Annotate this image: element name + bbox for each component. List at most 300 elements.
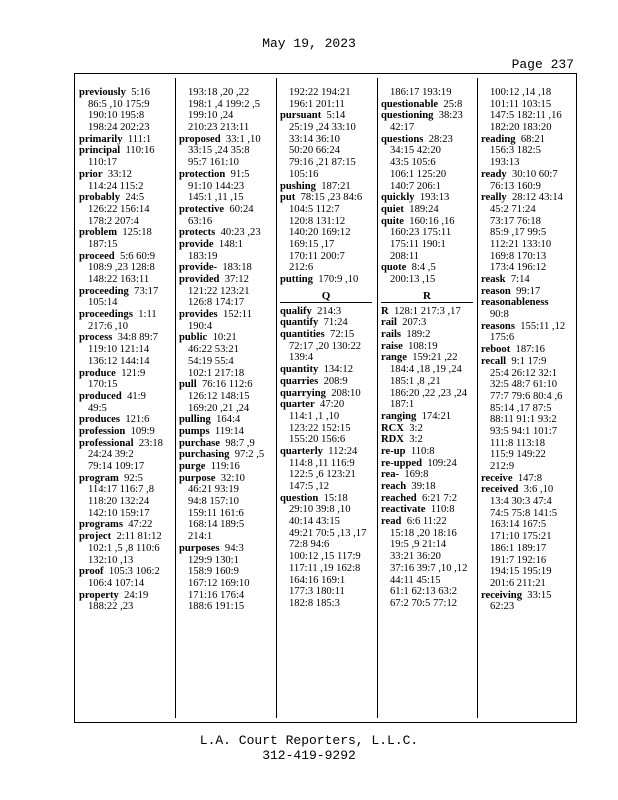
page-line-refs: 8:4 ,5 <box>411 262 436 274</box>
page-line-refs: 29:10 39:8 ,10 <box>289 504 351 516</box>
page-line-refs: 200:13 ,15 <box>390 274 436 285</box>
page-line-refs: 85:14 ,17 87:5 <box>490 402 552 414</box>
index-entry <box>79 473 172 485</box>
index-entry <box>79 145 172 157</box>
index-entry <box>481 169 574 181</box>
index-entry <box>79 251 172 263</box>
index-entry <box>381 458 473 470</box>
page-line-refs: 34:15 42:20 <box>390 145 441 157</box>
index-entry <box>179 473 271 485</box>
page-line-refs: 15:18 ,20 18:16 <box>390 527 457 539</box>
index-entry <box>179 449 271 461</box>
page-line-refs: 188:22 ,23 <box>88 601 134 613</box>
page-line-refs: 217:6 ,10 <box>88 320 129 332</box>
index-term: questionable <box>381 98 439 110</box>
index-term: produce <box>79 367 116 379</box>
page-line-refs: 190:10 195:8 <box>88 110 145 122</box>
index-term: rail <box>381 317 397 329</box>
page-line-refs: 187:15 <box>88 238 118 250</box>
page-line-refs: 62:23 <box>490 601 515 613</box>
page-line-refs: 2:11 81:12 <box>116 531 162 543</box>
index-entry <box>179 461 271 473</box>
index-entry <box>381 204 473 216</box>
index-term: quantity <box>280 364 319 376</box>
page-line-refs: 193:13 <box>490 157 520 169</box>
column-divider <box>276 78 277 718</box>
index-term: really <box>481 192 507 204</box>
page-line-refs: 164:4 <box>216 414 241 426</box>
index-term: quarterly <box>280 445 323 457</box>
index-entry <box>179 262 271 274</box>
page-line-refs: 170:11 200:7 <box>289 250 345 262</box>
page-line-refs: 147:8 <box>517 472 542 484</box>
index-term: recall <box>481 355 507 367</box>
page-line-refs: 41:9 <box>127 390 146 402</box>
page-line-refs: 193:18 ,20 ,22 <box>188 87 250 98</box>
index-entry <box>381 411 473 423</box>
page-line-refs: 147:5 182:11 ,16 <box>490 110 562 122</box>
page-line-refs: 15:18 <box>323 492 348 504</box>
index-term: proof <box>79 566 104 578</box>
page-line-refs: 174:21 <box>421 410 452 422</box>
index-entry <box>381 192 473 204</box>
index-entry <box>79 169 172 181</box>
index-entry <box>280 364 372 376</box>
page-line-refs: 128:1 217:3 ,17 <box>393 305 461 317</box>
page-line-refs: 182:20 183:20 <box>490 122 552 134</box>
page-line-refs: 32:5 48:7 61:10 <box>490 379 558 391</box>
page-line-refs: 19:5 ,9 21:14 <box>390 539 447 551</box>
page-line-refs: 79:16 ,21 87:15 <box>289 157 356 169</box>
index-term: probably <box>79 192 121 204</box>
index-entry <box>481 274 574 286</box>
index-term: pulling <box>179 414 211 426</box>
page-line-refs: 49:5 <box>88 402 107 414</box>
index-term: reboot <box>481 344 511 356</box>
index-term: reactivate <box>381 504 426 516</box>
index-entry <box>381 306 473 318</box>
index-term: ranging <box>381 410 417 422</box>
footer-phone: 312-419-9292 <box>262 748 356 763</box>
page-line-refs: 115:9 149:22 <box>490 449 546 461</box>
index-term: qualify <box>280 305 312 317</box>
index-term: professional <box>79 437 134 449</box>
index-entry <box>381 317 473 329</box>
page-line-refs: 119:16 <box>210 461 240 472</box>
page-line-refs: 68:21 <box>520 133 545 145</box>
index-entry <box>179 379 271 391</box>
page-line-refs: 214:3 <box>317 305 342 317</box>
index-entry <box>481 321 574 333</box>
index-entry <box>79 192 172 204</box>
index-entry <box>280 388 372 400</box>
index-entry <box>280 446 372 458</box>
index-term: quarries <box>280 375 319 387</box>
page-line-refs: 192:22 194:21 <box>289 87 351 98</box>
page-line-refs: 74:5 75:8 141:5 <box>490 507 558 519</box>
page-line-refs: 92:5 <box>124 472 143 484</box>
index-term: R <box>381 305 389 317</box>
page-line-refs: 184:4 ,18 ,19 ,24 <box>390 364 462 376</box>
index-entry <box>381 110 473 122</box>
page-line-refs: 72:8 94:6 <box>289 539 330 551</box>
page-line-refs: 33:21 36:20 <box>390 551 441 563</box>
page-line-refs: 72:17 ,20 130:22 <box>289 340 362 352</box>
page-line-refs: 214:1 <box>188 531 213 543</box>
index-entry <box>179 438 271 450</box>
index-entry <box>179 227 271 239</box>
index-term: purposes <box>179 542 220 554</box>
index-term: programs <box>79 519 123 531</box>
page-line-refs: 160:16 ,16 <box>409 215 455 227</box>
page-line-refs: 97:2 ,5 <box>234 449 265 461</box>
page-line-refs: 155:11 ,12 <box>520 320 566 332</box>
index-term: pull <box>179 379 197 391</box>
page-line-refs: 99:17 <box>516 285 541 297</box>
index-term: put <box>280 192 296 204</box>
index-entry <box>79 227 172 239</box>
page-line-refs: 207:3 <box>402 317 427 329</box>
page-line-refs: 33:15 <box>527 589 552 601</box>
page-line-refs: 210:23 213:11 <box>188 122 250 134</box>
index-term: question <box>280 492 319 504</box>
index-entry <box>381 516 473 528</box>
page-line-refs: 28:12 43:14 <box>512 192 563 204</box>
page-line-refs: 77:7 79:6 80:4 ,6 <box>490 390 563 402</box>
page-line-refs: 169:15 ,17 <box>289 238 335 250</box>
page-line-refs: 76:13 160:9 <box>490 180 541 192</box>
index-term: pursuant <box>280 110 322 122</box>
index-term: program <box>79 472 119 484</box>
page-line-refs: 147:5 ,12 <box>289 481 330 492</box>
page-line-refs: 168:14 189:5 <box>188 519 245 531</box>
index-term: questions <box>381 133 424 145</box>
index-entry <box>381 423 473 435</box>
index-term: reached <box>381 492 417 504</box>
index-entry <box>280 329 372 341</box>
index-entry <box>381 262 473 274</box>
page-line-refs: 134:12 <box>323 364 354 376</box>
index-term: proceedings <box>79 309 133 321</box>
page-line-refs: 25:19 ,24 33:10 <box>289 122 356 134</box>
index-term: process <box>79 332 113 344</box>
index-term: quickly <box>381 192 415 204</box>
index-entry <box>79 426 172 438</box>
page-line-refs: 189:2 <box>406 329 431 341</box>
page-line-refs: 9:1 17:9 <box>511 355 547 367</box>
index-entry <box>381 216 473 228</box>
index-entry <box>79 519 172 531</box>
page-line-refs: 85:9 ,17 99:5 <box>490 227 547 239</box>
page-line-refs: 78:15 ,23 84:6 <box>300 192 363 204</box>
index-term: provide <box>179 238 214 250</box>
page-line-refs: 61:1 62:13 63:2 <box>390 586 458 598</box>
page-line-refs: 198:1 ,4 199:2 ,5 <box>188 98 261 110</box>
page-line-refs: 199:10 ,24 <box>188 110 234 122</box>
page-line-refs: 63:16 <box>188 215 213 227</box>
index-entry <box>481 286 574 298</box>
index-entry <box>179 169 271 181</box>
page-line-refs: 194:15 195:19 <box>490 566 552 578</box>
index-term: primarily <box>79 133 123 145</box>
page-line-refs: 24:19 <box>124 589 149 601</box>
page-line-refs: 183:18 <box>222 262 252 274</box>
page-line-refs: 72:15 <box>330 329 355 341</box>
index-entry <box>381 352 473 364</box>
page-line-refs: 118:20 132:24 <box>88 496 150 508</box>
index-entry <box>280 192 372 204</box>
index-column-1 <box>79 87 172 613</box>
page-line-refs: 117:11 ,19 162:8 <box>289 562 361 574</box>
index-entry <box>381 469 473 481</box>
index-column-3 <box>280 87 372 610</box>
index-term: project <box>79 531 112 543</box>
page-line-refs: 119:14 <box>214 425 244 437</box>
page-line-refs: 106:4 107:14 <box>88 577 145 589</box>
index-term: range <box>381 352 407 364</box>
page-line-refs: 106:1 125:20 <box>390 168 447 180</box>
page-line-refs: 159:11 161:6 <box>188 507 244 519</box>
page-line-refs: 32:10 <box>220 472 245 484</box>
page-line-refs: 91:10 144:23 <box>188 180 245 192</box>
index-term: purchasing <box>179 449 230 461</box>
page-line-refs: 13:4 30:3 47:4 <box>490 496 552 508</box>
index-entry <box>481 134 574 146</box>
page-line-refs: 129:9 130:1 <box>188 554 239 566</box>
page-line-refs: 114:24 115:2 <box>88 180 144 192</box>
page-line-refs: 108:9 ,23 128:8 <box>88 262 155 274</box>
page-line-refs: 46:21 93:19 <box>188 484 239 496</box>
page-line-refs: 39:18 <box>411 481 436 492</box>
page-line-refs: 47:20 <box>320 399 345 411</box>
index-term: reason <box>481 285 511 297</box>
page-line-refs: 123:22 152:15 <box>289 422 351 434</box>
page-line-refs: 47:22 <box>128 519 153 531</box>
index-term: prior <box>79 168 103 180</box>
page-line-refs: 45:2 71:24 <box>490 203 536 215</box>
page-line-refs: 139:4 <box>289 352 314 364</box>
index-entry <box>179 543 271 555</box>
page-line-refs: 1:11 <box>138 309 157 321</box>
index-entry <box>280 274 372 286</box>
header-date: May 19, 2023 <box>262 36 356 51</box>
page-line-refs: 170:9 ,10 <box>318 274 359 285</box>
page-line-refs: 212:9 <box>490 461 515 472</box>
index-term: produced <box>79 390 122 402</box>
page-line-refs: 101:11 103:15 <box>490 98 552 110</box>
index-entry <box>481 484 574 496</box>
page-line-refs: 190:4 <box>188 320 213 332</box>
index-term: purchase <box>179 437 221 449</box>
index-term: RCX <box>381 422 404 434</box>
index-term: provide- <box>179 262 218 274</box>
page-line-refs: 178:2 207:4 <box>88 215 139 227</box>
page-line-refs: 173:4 196:12 <box>490 262 547 274</box>
index-entry <box>280 399 372 411</box>
page-line-refs: 94:8 157:10 <box>188 496 239 508</box>
index-term: reasons <box>481 320 515 332</box>
index-term: reasonableness <box>481 297 549 309</box>
page-line-refs: 104:5 112:7 <box>289 203 340 215</box>
page-line-refs: 10:21 <box>212 332 237 344</box>
page-line-refs: 187:1 <box>390 399 415 411</box>
index-term: previously <box>79 87 126 98</box>
index-entry <box>381 446 473 458</box>
page-line-refs: 201:6 211:21 <box>490 577 546 589</box>
page-line-refs: 40:23 ,23 <box>220 227 261 239</box>
page-line-refs: 105:16 <box>289 168 319 180</box>
index-term: protects <box>179 227 216 239</box>
column-divider <box>175 78 176 718</box>
page-line-refs: 112:21 133:10 <box>490 238 552 250</box>
index-term: principal <box>79 145 121 157</box>
page-line-refs: 86:5 ,10 175:9 <box>88 98 150 110</box>
page-line-refs: 109:9 <box>130 425 155 437</box>
page-line-refs: 114:8 ,11 116:9 <box>289 457 355 469</box>
index-entry <box>280 110 372 122</box>
page-line-refs: 34:8 89:7 <box>117 332 158 344</box>
index-entry <box>381 493 473 505</box>
index-entry <box>280 376 372 388</box>
page-line-refs: 73:17 <box>134 285 159 297</box>
index-term: quite <box>381 215 404 227</box>
page-line-refs: 111:8 113:18 <box>490 437 546 449</box>
page-line-refs: 91:5 <box>230 168 250 180</box>
page-line-refs: 24:24 39:2 <box>88 449 134 461</box>
page-line-refs: 125:18 <box>122 227 152 239</box>
index-term: receive <box>481 472 513 484</box>
page-line-refs: 33:14 36:10 <box>289 133 340 145</box>
page-line-refs: 25:8 <box>443 98 463 110</box>
page-line-refs: 79:14 109:17 <box>88 461 145 472</box>
index-term: protective <box>179 203 225 215</box>
page-line-refs: 110:16 <box>125 145 155 157</box>
page-line-refs: 155:20 156:6 <box>289 434 346 446</box>
index-entry <box>381 99 473 111</box>
page-line-refs: 158:9 160:9 <box>188 566 239 578</box>
column-divider <box>377 78 378 718</box>
index-term: quantities <box>280 329 325 341</box>
page-line-refs: 212:6 <box>289 262 314 274</box>
index-term: received <box>481 484 519 496</box>
index-entry <box>381 481 473 493</box>
index-entry <box>381 504 473 516</box>
index-entry <box>179 309 271 321</box>
page-line-refs: 189:24 <box>409 203 439 215</box>
index-entry <box>79 414 172 426</box>
page-line-refs: 132:10 ,13 <box>88 554 134 566</box>
index-entry <box>481 192 574 204</box>
page-line-refs: 164:16 169:1 <box>289 574 346 586</box>
page-line-refs: 186:1 189:17 <box>490 542 547 554</box>
index-entry <box>79 309 172 321</box>
page-line-refs: 169:8 170:13 <box>490 250 547 262</box>
index-term: purge <box>179 461 206 472</box>
index-entry <box>79 566 172 578</box>
page-line-refs: 112:24 <box>328 445 358 457</box>
index-term: produces <box>79 414 121 426</box>
index-term: read <box>381 516 402 528</box>
page-line-refs: 5:14 <box>326 110 346 122</box>
index-entry <box>481 344 574 356</box>
page-line-refs: 38:23 <box>438 110 463 122</box>
index-entry <box>381 434 473 446</box>
page-line-refs: 114:1 ,1 ,10 <box>289 410 340 422</box>
index-entry <box>481 356 574 368</box>
page-line-refs: 94:3 <box>224 542 244 554</box>
index-entry <box>179 204 271 216</box>
index-term: quote <box>381 262 407 274</box>
index-term: RDX <box>381 434 404 446</box>
index-entry <box>79 134 172 146</box>
page-line-refs: 42:17 <box>390 122 415 134</box>
page-line-refs: 3:2 <box>409 434 423 446</box>
page-line-refs: 28:23 <box>428 133 453 145</box>
page-line-refs: 175:11 190:1 <box>390 238 446 250</box>
index-term: public <box>179 332 208 344</box>
index-entry <box>179 274 271 286</box>
section-letter: R <box>381 290 473 303</box>
page-line-refs: 187:21 <box>321 180 351 192</box>
index-entry <box>280 317 372 329</box>
page-line-refs: 88:11 91:1 93:2 <box>490 414 557 426</box>
page-line-refs: 126:22 156:14 <box>88 203 150 215</box>
index-term: rea- <box>381 469 400 481</box>
page-line-refs: 23:18 <box>138 437 163 449</box>
page-line-refs: 182:8 185:3 <box>289 597 340 609</box>
page-line-refs: 126:12 148:15 <box>188 390 250 402</box>
page-line-refs: 98:7 ,9 <box>225 437 255 449</box>
page-line-refs: 100:12 ,14 ,18 <box>490 87 552 98</box>
page-line-refs: 191:7 192:16 <box>490 554 547 566</box>
index-entry <box>179 332 271 344</box>
page-line-refs: 110:8 <box>430 504 455 516</box>
page-line-refs: 37:12 <box>224 274 249 285</box>
index-term: ready <box>481 168 507 180</box>
index-term: reask <box>481 274 506 285</box>
page-line-refs: 5:16 <box>131 87 151 98</box>
index-term: pushing <box>280 180 316 192</box>
page-line-refs: 40:14 43:15 <box>289 516 340 528</box>
index-term: profession <box>79 425 126 437</box>
index-entry <box>79 391 172 403</box>
page-line-refs: 33:15 ,24 35:8 <box>188 145 250 157</box>
page-line-refs: 186:20 ,22 ,23 ,24 <box>390 387 468 399</box>
page-line-refs: 105:3 106:2 <box>108 566 160 578</box>
page-line-refs: 193:13 <box>419 192 450 204</box>
page-line-refs: 136:12 144:14 <box>88 355 150 367</box>
index-entry <box>280 493 372 505</box>
page-line-refs: 198:24 202:23 <box>88 122 150 134</box>
page-line-refs: 111:1 <box>127 133 152 145</box>
page-line-refs: 152:11 <box>222 309 252 321</box>
page-line-refs: 60:24 <box>229 203 254 215</box>
page-line-refs: 110:17 <box>88 157 118 169</box>
index-term: reach <box>381 481 407 492</box>
page-line-refs: 71:24 <box>323 317 348 329</box>
index-term: questioning <box>381 110 434 122</box>
index-entry <box>79 286 172 298</box>
page-line-refs: 50:20 66:24 <box>289 145 340 157</box>
page-line-refs: 140:7 206:1 <box>390 180 441 192</box>
page-line-refs: 3:2 <box>409 422 423 434</box>
footer-company: L.A. Court Reporters, L.L.C. <box>199 733 419 748</box>
index-term: proceed <box>79 250 115 262</box>
page-line-refs: 33:1 ,10 <box>225 133 261 145</box>
index-term: quarter <box>280 399 315 411</box>
page-line-refs: 102:1 217:18 <box>188 367 245 379</box>
page-line-refs: 73:17 76:18 <box>490 215 541 227</box>
